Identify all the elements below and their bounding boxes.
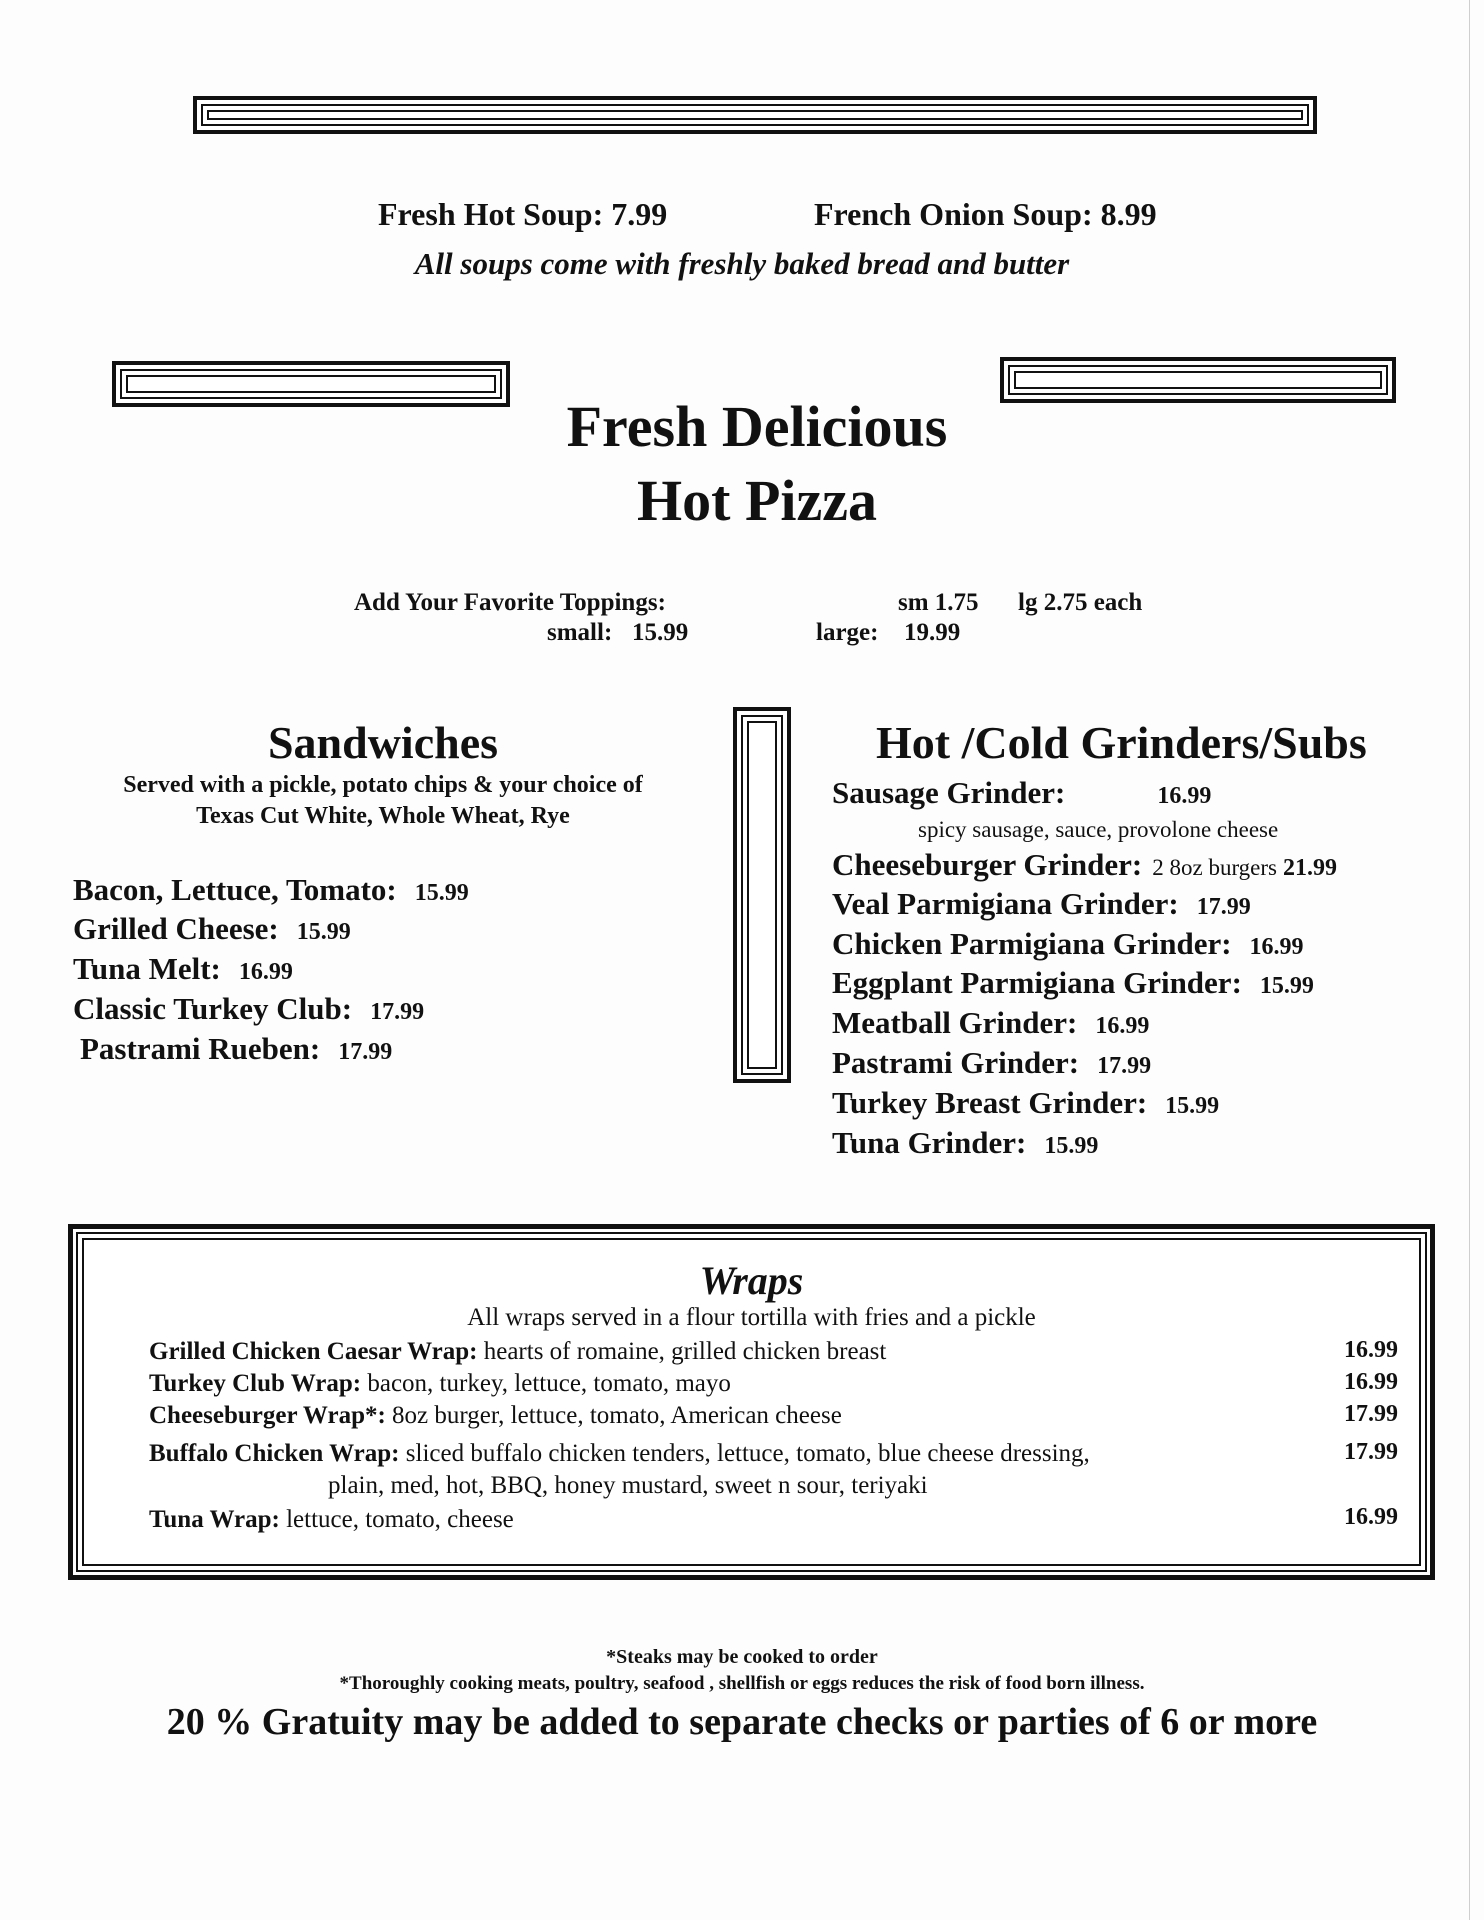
grinder-item: Meatball Grinder: 16.99 <box>832 1005 1150 1040</box>
sandwich-item: Classic Turkey Club: 17.99 <box>73 991 425 1026</box>
sandwiches-title: Sandwiches <box>267 717 499 768</box>
vertical-divider <box>733 707 791 1083</box>
sandwiches-note-line1: Served with a pickle, potato chips & your choice of <box>123 772 643 798</box>
grinder-item: Turkey Breast Grinder: 15.99 <box>832 1085 1220 1120</box>
pizza-small-label: small: <box>547 619 613 646</box>
page-edge <box>1469 0 1470 1920</box>
top-decorative-bar <box>193 96 1317 134</box>
wrap-item: Tuna Wrap: lettuce, tomato, cheese <box>149 1506 514 1533</box>
wrap-price: 16.99 <box>1344 1504 1398 1530</box>
fresh-hot-soup: Fresh Hot Soup: 7.99 <box>378 196 668 232</box>
gratuity-note: 20 % Gratuity may be added to separate checks or parties of 6 or more <box>166 1701 1318 1743</box>
wrap-item: Turkey Club Wrap: bacon, turkey, lettuce, tomato, mayo <box>149 1370 731 1397</box>
sandwich-item: Tuna Melt: 16.99 <box>73 951 293 986</box>
grinder-item: Eggplant Parmigiana Grinder: 15.99 <box>832 965 1314 1000</box>
wrap-item: Grilled Chicken Caesar Wrap: hearts of romaine, grilled chicken breast <box>149 1338 887 1365</box>
topping-small-price: sm 1.75 <box>898 589 979 616</box>
grinder-item: Pastrami Grinder: 17.99 <box>832 1045 1152 1080</box>
sandwich-item: Pastrami Rueben: 17.99 <box>80 1031 393 1066</box>
wrap-item: Cheeseburger Wrap*: 8oz burger, lettuce, tomato, American cheese <box>149 1402 842 1429</box>
wrap-price: 16.99 <box>1344 1369 1398 1395</box>
soup-note: All soups come with freshly baked bread and butter <box>414 246 1070 281</box>
pizza-title-line1: Fresh Delicious <box>566 394 948 459</box>
grinder-item: Veal Parmigiana Grinder: 17.99 <box>832 886 1251 921</box>
grinder-desc: spicy sausage, sauce, provolone cheese <box>918 817 1279 842</box>
grinder-item: Cheeseburger Grinder: 2 8oz burgers 21.99 <box>832 847 1338 882</box>
french-onion-soup: French Onion Soup: 8.99 <box>814 196 1157 232</box>
topping-large-price: lg 2.75 each <box>1018 589 1143 616</box>
footer-note-steaks: *Steaks may be cooked to order <box>606 1646 878 1668</box>
toppings-label: Add Your Favorite Toppings: <box>354 589 666 616</box>
wrap-item: Buffalo Chicken Wrap: sliced buffalo chicken tenders, lettuce, tomato, blue cheese dressing, <box>149 1440 1090 1467</box>
sandwich-item: Bacon, Lettuce, Tomato: 15.99 <box>73 872 469 907</box>
pizza-large-label: large: <box>816 619 879 646</box>
wrap-price: 17.99 <box>1344 1401 1398 1427</box>
sandwich-item: Grilled Cheese: 15.99 <box>73 911 351 946</box>
grinder-item: Tuna Grinder: 15.99 <box>832 1125 1099 1160</box>
wrap-price: 17.99 <box>1344 1439 1398 1465</box>
wraps-title: Wraps <box>699 1258 804 1303</box>
sandwiches-note <box>60 770 706 832</box>
wraps-note: All wraps served in a flour tortilla with fries and a pickle <box>467 1304 1036 1331</box>
sandwiches-note-line2: Texas Cut White, Whole Wheat, Rye <box>196 803 570 829</box>
footer-note-food-safety: *Thoroughly cooking meats, poultry, seafood , shellfish or eggs reduces the risk of food born illness. <box>339 1673 1145 1694</box>
grinder-item: Chicken Parmigiana Grinder: 16.99 <box>832 926 1304 961</box>
grinder-item: Sausage Grinder: 16.99 <box>832 775 1212 810</box>
wrap-price: 16.99 <box>1344 1337 1398 1363</box>
wraps-box <box>68 1224 1435 1580</box>
pizza-title-line2: Hot Pizza <box>637 468 877 533</box>
pizza-small-price: 15.99 <box>632 619 689 646</box>
grinders-title: Hot /Cold Grinders/Subs <box>876 717 1367 768</box>
wrap-item-desc2: plain, med, hot, BBQ, honey mustard, sweet n sour, teriyaki <box>328 1472 928 1499</box>
pizza-large-price: 19.99 <box>904 619 961 646</box>
